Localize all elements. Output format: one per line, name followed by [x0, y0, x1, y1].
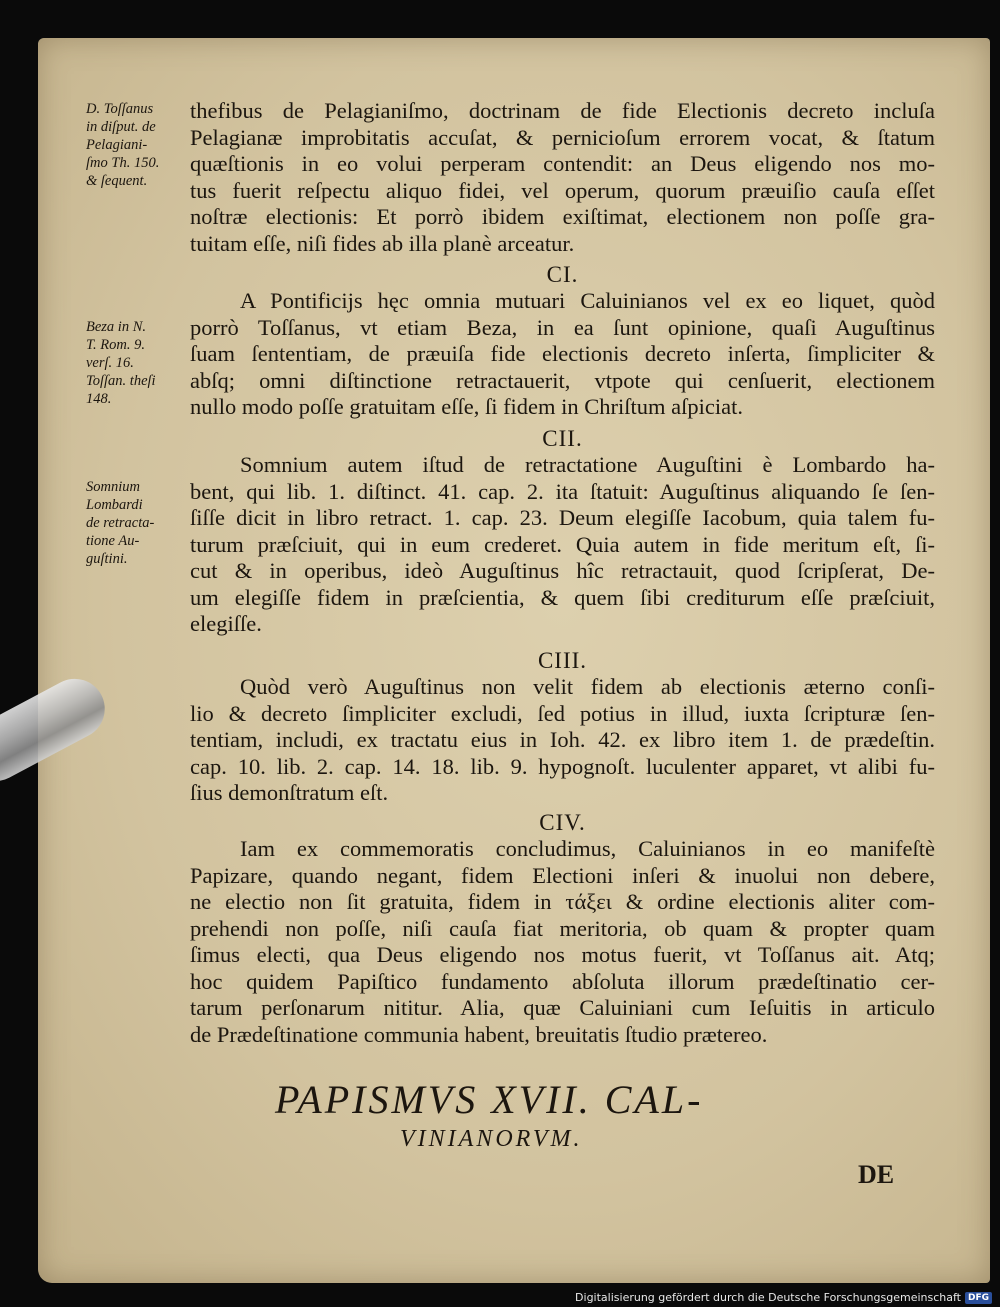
margin-note-beza	[86, 318, 190, 408]
text-line: cut & in operibus, ideò Auguſtinus hîc retractauit, quod ſcripſerat, De-	[190, 558, 935, 583]
text-line: noſtræ electionis: Et porrò ibidem exiſtimat, electionem non poſſe gra-	[190, 204, 935, 229]
margin-note-line: Somnium	[86, 479, 140, 495]
text-line: abſq; omni diſtinctione retractauerit, vtpote qui cenſuerit, electionem	[190, 367, 935, 393]
text-line: bent, qui lib. 1. diſtinct. 41. cap. 2. ita ſtatuit: Auguſtinus aliquando ſe ſen-	[190, 478, 935, 504]
text-line: tentiam, includi, ex tractatu eius in Ioh. 42. ex libro item 1. de prædeſtin.	[190, 727, 935, 752]
margin-note-line: de retracta-	[86, 515, 155, 531]
text-line: ſimus electi, qua Deus eligendo nos motus fuerit, vt Toſſanus ait. Atq;	[190, 942, 935, 967]
digitization-footer	[575, 1291, 992, 1304]
section-civ	[190, 810, 935, 1048]
margin-note-line: D. Toſſanus	[86, 101, 154, 117]
text-line: cap. 10. lib. 2. cap. 14. 18. lib. 9. hypognoſt. luculenter apparet, vt alibi fu-	[190, 753, 935, 779]
text-line: turum præſciuit, qui in eum crederet. Quia autem in fide meritum eſt, ſi-	[190, 531, 935, 557]
margin-note-line: verſ. 16.	[86, 355, 134, 371]
text-line: prehendi non poſſe, niſi cauſa fiat meritoria, ob quam & propter quam	[190, 915, 935, 941]
section-heading: CII.	[542, 426, 583, 451]
dfg-logo: DFG	[965, 1292, 992, 1304]
margin-note-line: ſmo Th. 150.	[86, 155, 160, 171]
section-cii	[190, 426, 935, 638]
text-line: ne electio non ſit gratuita, fidem in τάξει & ordine electionis aliter com-	[190, 889, 935, 914]
section-heading: CIV.	[539, 810, 586, 835]
section-continuation	[190, 98, 935, 257]
text-line: tuitam eſſe, niſi fides ab illa planè arceatur.	[190, 230, 575, 256]
text-line: Pelagianæ improbitatis accuſat, & pernicioſum errorem vocat, & ſtatum	[190, 124, 935, 150]
text-line: ſius demonſtratum eſt.	[190, 780, 389, 805]
text-line: ſiſſe dicit in libro retract. 1. cap. 23. Deum elegiſſe Iacobum, quia talem fu-	[190, 505, 935, 530]
text-line: lio & decreto ſimpliciter excludi, ſed potius in illud, iuxta ſcripturæ ſen-	[190, 700, 935, 726]
text-line: tus fuerit reſpectu aliquo fidei, vel operum, quorum præuiſio cauſa eſſet	[190, 177, 935, 203]
text-line: tarum perſonarum nititur. Alia, quæ Caluiniani cum Ieſuitis in articulo	[190, 995, 935, 1020]
text-line: thefibus de Pelagianiſmo, doctrinam de fide Electionis decreto incluſa	[190, 98, 935, 123]
margin-note-line: Beza in N.	[86, 319, 147, 335]
margin-note-line: 148.	[86, 391, 112, 407]
footer-text: Digitalisierung gefördert durch die Deutsche Forschungsgemeinschaft	[575, 1291, 961, 1304]
text-line: elegiſſe.	[190, 611, 262, 636]
section-ciii	[190, 648, 935, 807]
section-heading: CI.	[546, 262, 579, 287]
margin-note-line: in diſput. de	[86, 119, 156, 135]
margin-note-tossanus	[86, 100, 190, 190]
text-line: A Pontificijs hęc omnia mutuari Caluinianos vel ex eo liquet, quòd	[240, 288, 935, 313]
margin-note-line: guſtini.	[86, 551, 128, 567]
text-line: Somnium autem iſtud de retractatione Auguſtini è Lombardo ha-	[240, 452, 935, 477]
text-line: Papizare, quando negant, fidem Electioni inſeri & inuolui non debere,	[190, 862, 935, 888]
margin-note-line: tione Au-	[86, 533, 140, 549]
margin-note-line: T. Rom. 9.	[86, 337, 145, 353]
section-heading: CIII.	[537, 648, 588, 673]
section-ci	[190, 262, 935, 421]
catchword: DE	[858, 1160, 895, 1189]
text-line: de Prædeſtinatione communia habent, breuitatis ſtudio prætereo.	[190, 1021, 768, 1047]
text-line: quæſtionis in eo volui perperam contendit: an Deus eligendo nos mo-	[190, 151, 935, 176]
margin-note-line: Pelagiani-	[86, 137, 148, 153]
text-line: Quòd verò Auguſtinus non velit fidem ab electionis æterno conſi-	[240, 674, 935, 699]
text-line: ſuam ſententiam, de præuiſa fide electionis decreto inſerta, ſimpliciter &	[190, 341, 935, 366]
text-line: nullo modo poſſe gratuitam eſſe, ſi fidem in Chriſtum aſpiciat.	[190, 394, 744, 419]
margin-note-line: Toſſan. theſi	[86, 373, 156, 389]
text-line: hoc quidem Papiſtico fundamento abſoluta illorum prædeſtinatio cer-	[190, 968, 935, 994]
text-line: Iam ex commemoratis concludimus, Caluinianos in eo manifeſtè	[240, 836, 935, 861]
margin-note-line: & ſequent.	[86, 173, 148, 189]
margin-note-line: Lombardi	[86, 497, 143, 513]
chapter-title-continued: VINIANORVM.	[400, 1126, 583, 1152]
margin-note-somnium	[86, 478, 190, 568]
text-line: um elegiſſe fidem in præſcientia, & quem ſibi crediturum eſſe præſciuit,	[190, 584, 935, 610]
chapter-title: PAPISMVS XVII. CAL-	[275, 1077, 704, 1122]
text-line: porrò Toſſanus, vt etiam Beza, in ea ſunt opinione, quaſi Auguſtinus	[190, 314, 935, 340]
